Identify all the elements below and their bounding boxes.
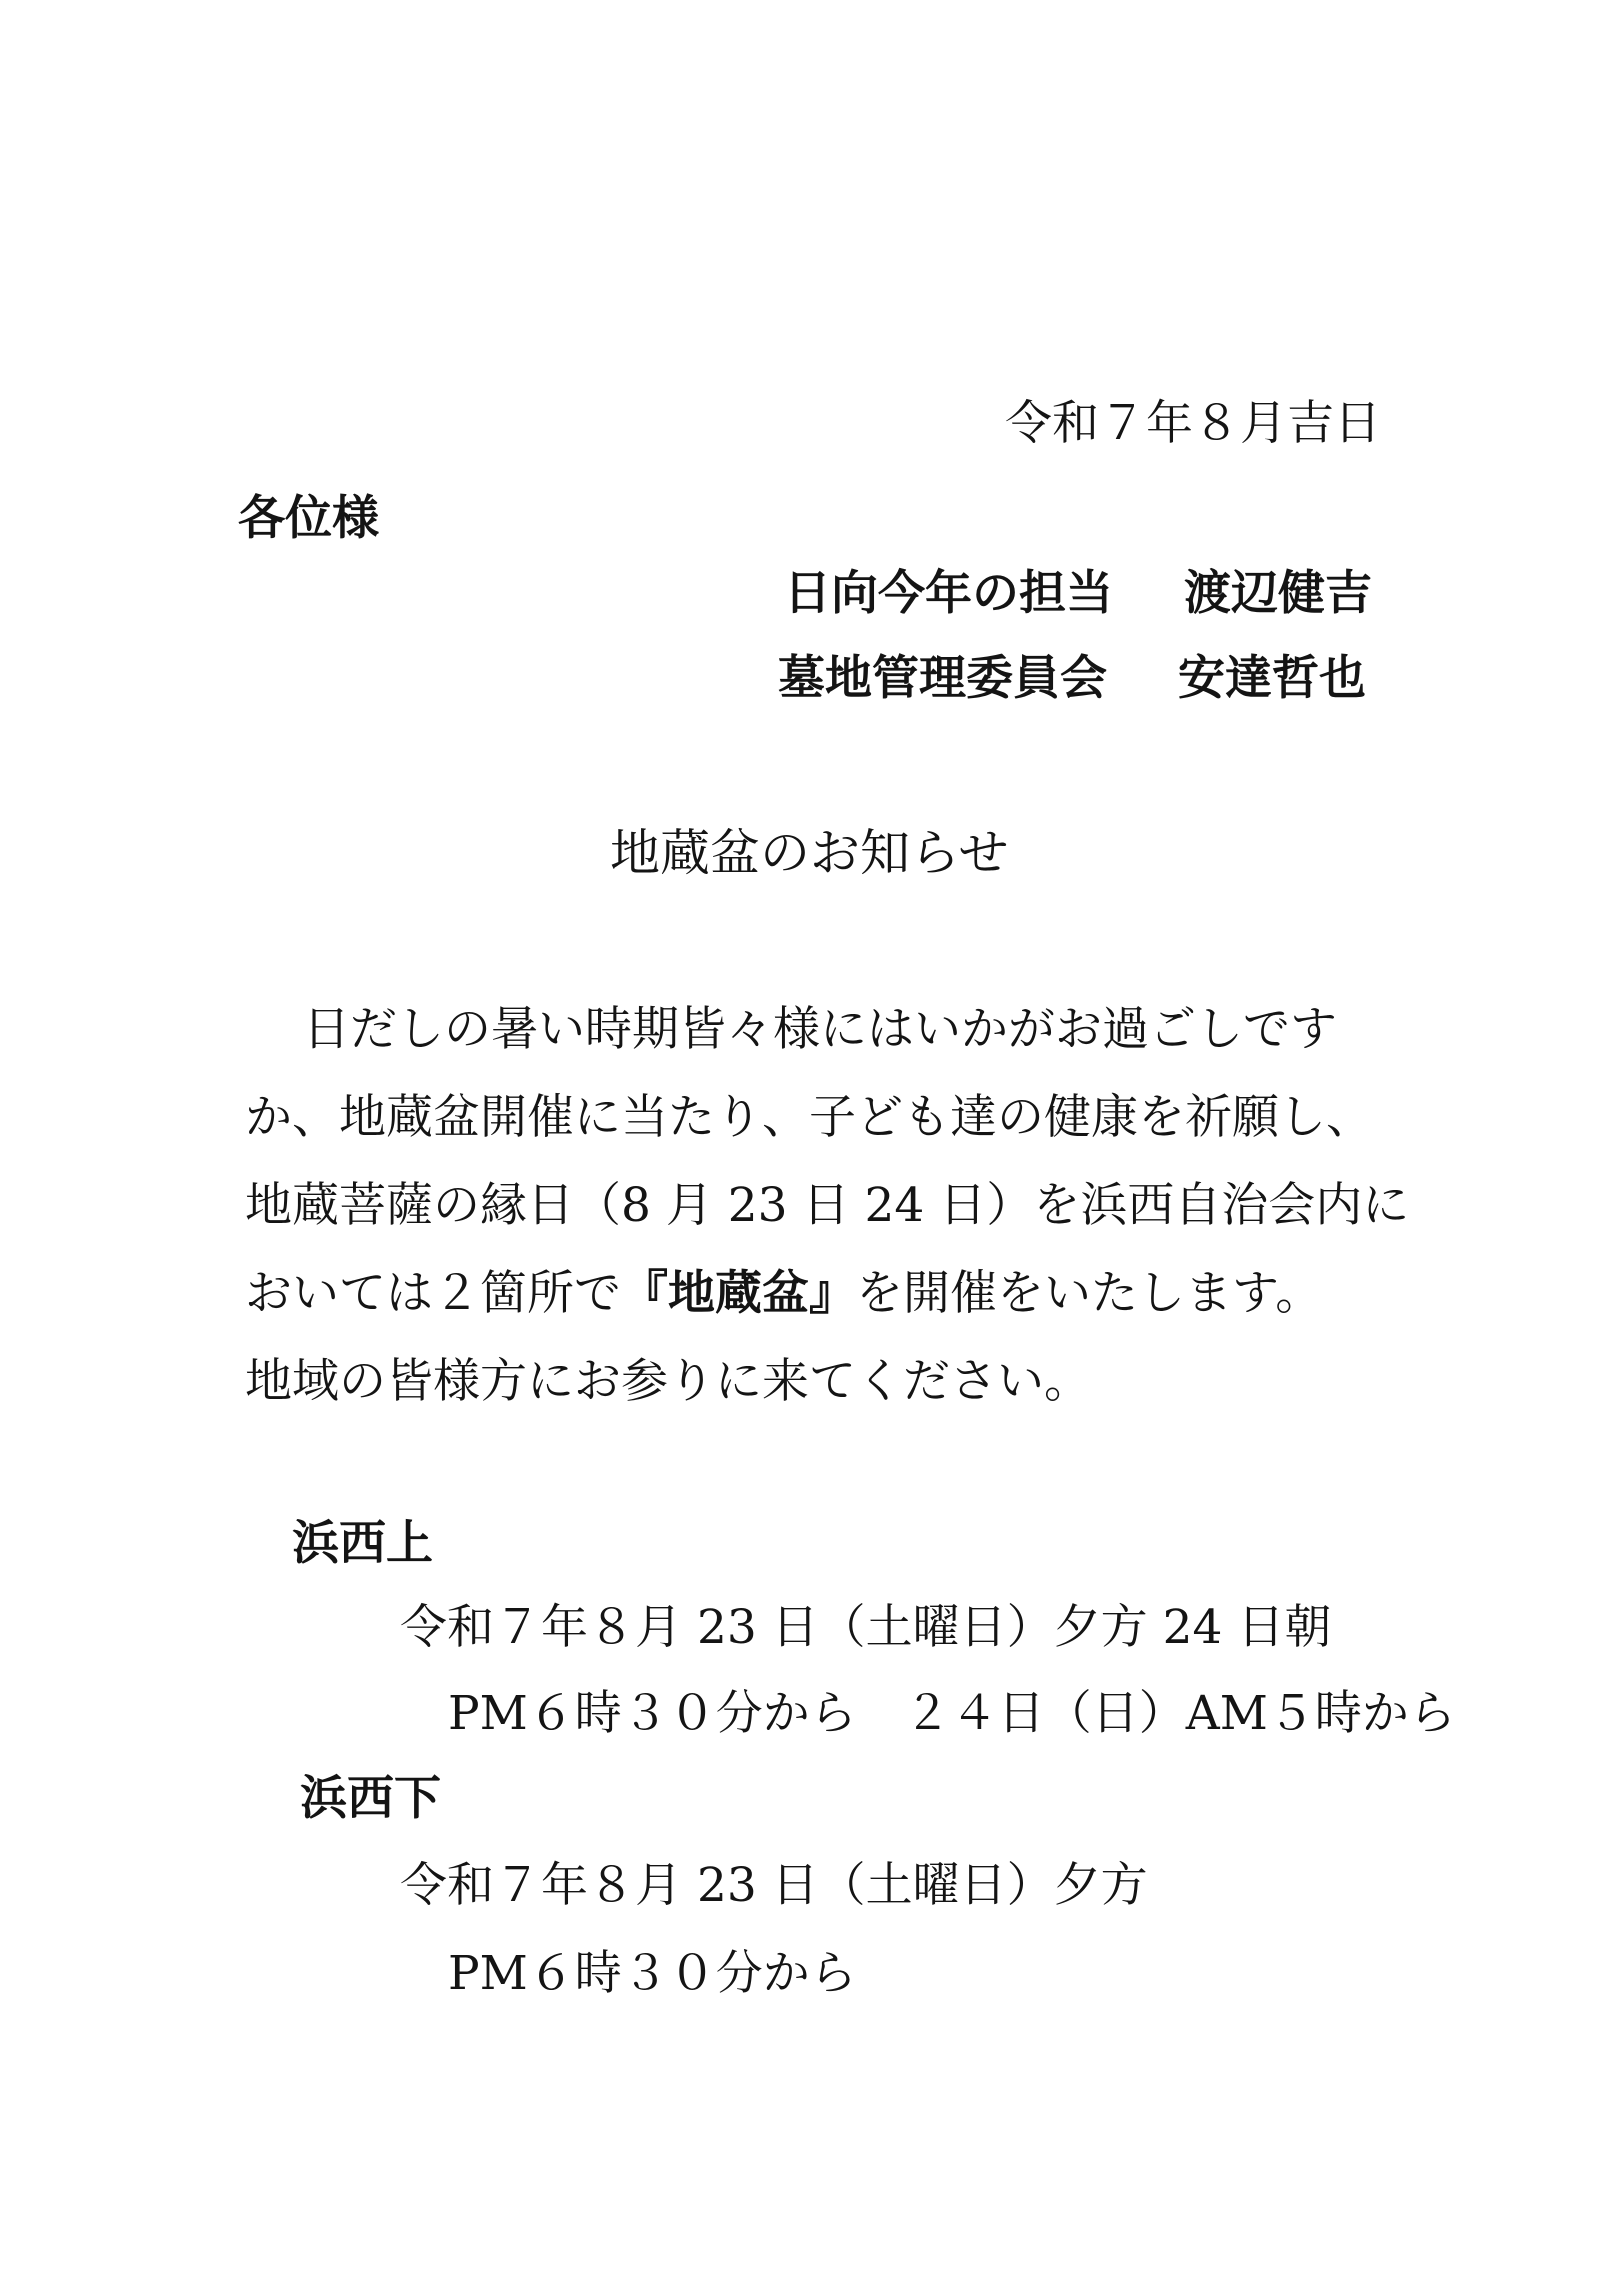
upper-date-line: 令和７年８月 23 日（土曜日）夕方 24 日朝: [400, 1600, 1332, 1655]
body-line-2: か、地蔵盆開催に当たり、子ども達の健康を祈願し、: [245, 1090, 1373, 1145]
issue-date: 令和７年８月吉日: [1005, 396, 1381, 451]
body-line-1: 日だしの暑い時期皆々様にはいかがお過ごしです: [303, 1002, 1337, 1057]
notice-title: 地蔵盆のお知らせ: [610, 824, 1009, 882]
sender-role-2: 墓地管理委員会: [778, 651, 1107, 706]
addressee: 各位様: [238, 491, 379, 546]
location-upper: 浜西上: [292, 1516, 433, 1571]
event-name-emphasis: 『地蔵盆』: [621, 1266, 856, 1321]
body-line-4: [245, 1266, 1323, 1321]
upper-time-line: PM６時３０分から ２４日（日）AM５時から: [448, 1686, 1456, 1741]
lower-date-line: 令和７年８月 23 日（土曜日）夕方: [400, 1858, 1148, 1913]
sender-name-2: 安達哲也: [1178, 651, 1366, 706]
sender-name-1: 渡辺健吉: [1184, 566, 1372, 621]
body-line-4-post: を開催をいたします。: [856, 1266, 1323, 1321]
body-line-3: 地蔵菩薩の縁日（8 月 23 日 24 日）を浜西自治会内に: [245, 1178, 1410, 1233]
body-line-4-pre: おいては２箇所で: [245, 1266, 621, 1321]
lower-time-line: PM６時３０分から: [448, 1946, 857, 2001]
location-lower: 浜西下: [300, 1771, 441, 1826]
sender-role-1: 日向今年の担当: [784, 566, 1113, 621]
body-line-5: 地域の皆様方にお参りに来てください。: [245, 1354, 1091, 1409]
